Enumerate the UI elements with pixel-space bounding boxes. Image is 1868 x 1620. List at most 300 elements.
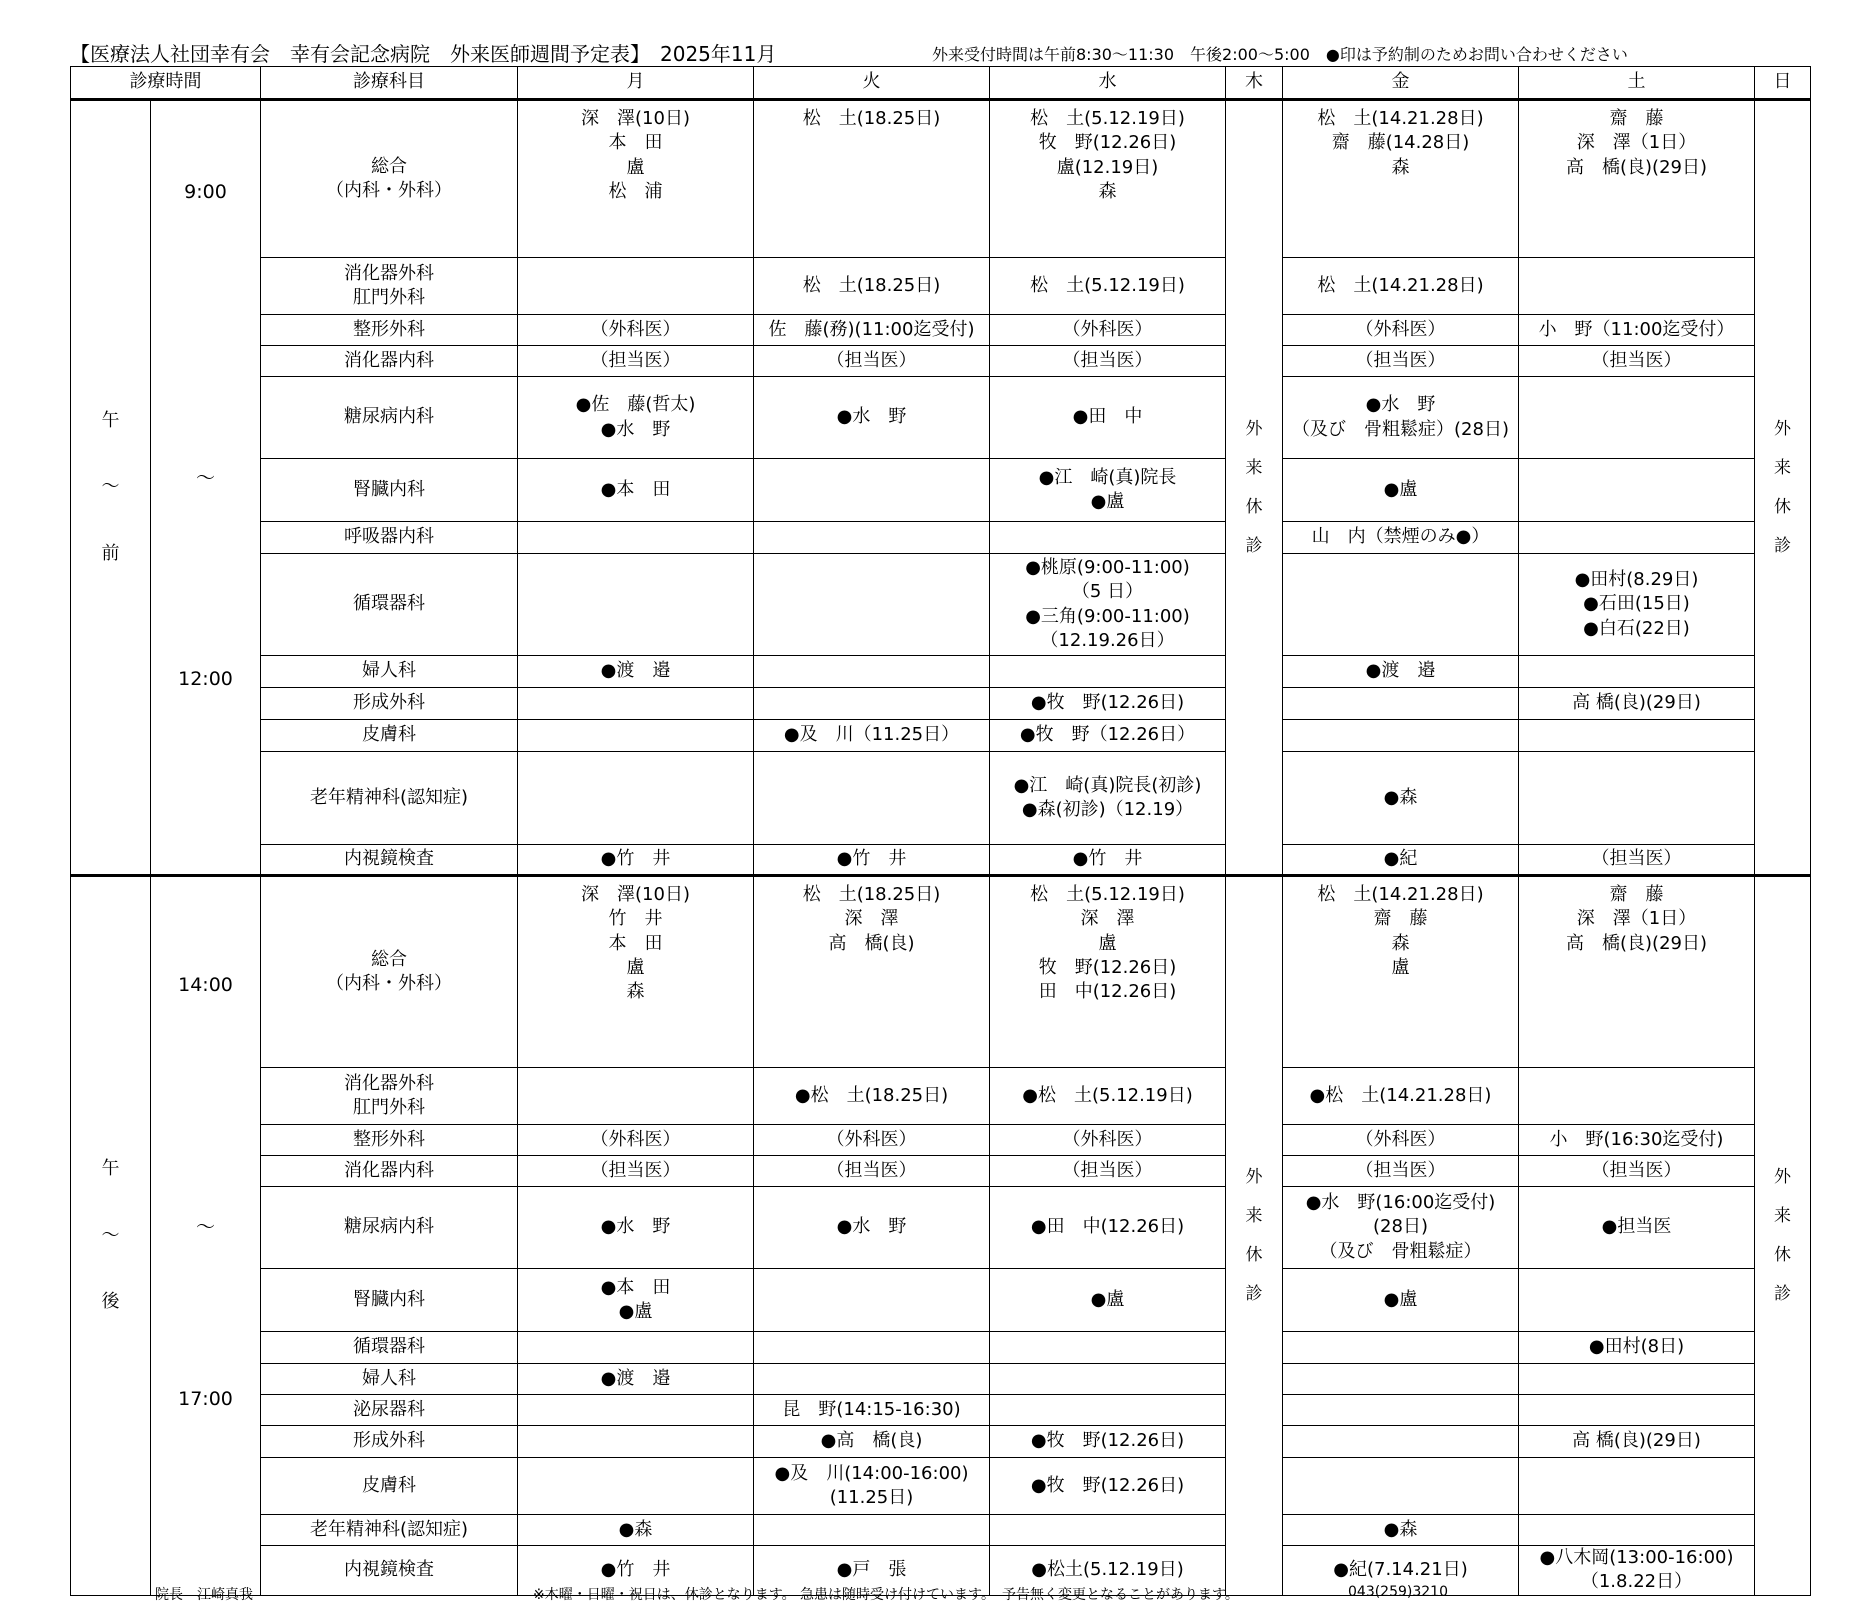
doctor-entry: ●田村(8日) — [1588, 1336, 1685, 1358]
pm-period-label — [71, 876, 151, 1596]
cell-mon — [518, 1269, 754, 1332]
cell-wed — [990, 656, 1226, 688]
schedule-row — [71, 554, 1811, 656]
header-day: 日 — [1755, 67, 1811, 100]
department-label: 腎臓内科 — [353, 1288, 425, 1310]
cell-fri — [1283, 845, 1519, 876]
doctor-entry: ●江 崎(真)院長(初診) — [1013, 774, 1202, 796]
doctor-entry: ●盧 — [1383, 478, 1418, 500]
cell-wed — [990, 688, 1226, 720]
department-label: 皮膚科 — [362, 1474, 416, 1496]
doctor-entry: 齋 藤 — [1373, 908, 1428, 930]
closed-char: 休 — [1245, 496, 1263, 517]
doctor-entry: 小 野(16:30迄受付) — [1549, 1128, 1724, 1150]
department-label: 形成外科 — [353, 1430, 425, 1452]
cell-tue — [754, 845, 990, 876]
sunday-closed — [1755, 876, 1811, 1596]
cell-mon — [518, 1395, 754, 1426]
cell-sat — [1519, 346, 1755, 377]
doctor-entry: 高 橋(良)(29日) — [1566, 156, 1707, 178]
closed-char: 休 — [1774, 496, 1791, 517]
doctor-entry: ●松 土(18.25日) — [794, 1084, 949, 1106]
doctor-entry: （外科医） — [1062, 318, 1153, 340]
cell-tue — [754, 377, 990, 459]
doctor-entry: 松 土(5.12.19日) — [1030, 884, 1185, 905]
department-label: 肛門外科 — [353, 1097, 425, 1118]
cell-sat — [1519, 459, 1755, 522]
cell-fri — [1283, 1269, 1519, 1332]
department-label: 婦人科 — [362, 660, 416, 682]
doctor-entry: 深 澤 — [844, 908, 899, 930]
cell-mon — [518, 100, 754, 258]
department-name — [261, 688, 518, 720]
doctor-entry: ●石田(15日) — [1583, 593, 1690, 615]
cell-mon — [518, 876, 754, 1068]
doctor-entry: 森 — [1098, 180, 1117, 202]
cell-fri — [1283, 315, 1519, 346]
doctor-entry: 盧 — [626, 156, 645, 178]
cell-wed — [990, 845, 1226, 876]
cell-sat — [1519, 258, 1755, 315]
cell-tue — [754, 720, 990, 752]
doctor-entry: ●及 川（11.25日） — [783, 724, 960, 746]
doctor-entry: 盧(12.19日) — [1056, 156, 1159, 178]
cell-wed — [990, 522, 1226, 554]
doctor-entry: 深 澤 — [1080, 908, 1135, 930]
doctor-entry: ●白石(22日) — [1583, 617, 1690, 639]
doctor-entry: ●田村(8.29日) — [1574, 569, 1699, 591]
doctor-entry: 松 土(5.12.19日) — [1030, 108, 1185, 129]
doctor-entry: ●竹 井 — [836, 848, 907, 870]
doctor-entry: 齋 藤(14.28日) — [1331, 132, 1470, 154]
department-name — [261, 377, 518, 459]
doctor-entry: 高 橋(良) — [828, 932, 915, 954]
cell-fri — [1283, 1515, 1519, 1546]
cell-fri — [1283, 1458, 1519, 1515]
cell-fri — [1283, 459, 1519, 522]
cell-tue — [754, 656, 990, 688]
cell-tue — [754, 459, 990, 522]
doctor-entry: 盧 — [1391, 956, 1410, 978]
cell-fri — [1283, 522, 1519, 554]
cell-sat — [1519, 688, 1755, 720]
doctor-entry: 森 — [1391, 156, 1410, 178]
period-tilde: ～ — [101, 1224, 120, 1246]
cell-tue — [754, 1426, 990, 1458]
cell-wed — [990, 554, 1226, 656]
cell-mon — [518, 1332, 754, 1364]
cell-sat — [1519, 315, 1755, 346]
doctor-entry: （1.8.22日） — [1580, 1571, 1693, 1593]
cell-mon — [518, 1187, 754, 1269]
department-label: 消化器内科 — [344, 349, 434, 371]
doctor-entry: 齋 藤 — [1609, 884, 1664, 905]
cell-mon — [518, 315, 754, 346]
schedule-row — [71, 100, 1811, 258]
closed-char: 来 — [1774, 1205, 1791, 1226]
department-label: 循環器科 — [353, 593, 425, 615]
cell-wed — [990, 459, 1226, 522]
header-hours: 診療時間 — [71, 67, 261, 100]
cell-wed — [990, 346, 1226, 377]
doctor-entry: ●渡 邉 — [600, 1367, 671, 1389]
header-department: 診療科目 — [261, 67, 518, 100]
time-start: 14:00 — [178, 974, 233, 996]
department-label: 腎臓内科 — [353, 478, 425, 500]
doctor-entry: ●盧 — [1090, 491, 1125, 512]
time-tilde: ～ — [195, 466, 215, 489]
header-day: 金 — [1283, 67, 1519, 100]
cell-wed — [990, 1332, 1226, 1364]
department-name — [261, 1269, 518, 1332]
cell-fri — [1283, 1364, 1519, 1395]
cell-tue — [754, 1156, 990, 1187]
department-name — [261, 1426, 518, 1458]
cell-mon — [518, 1125, 754, 1156]
am-period-label — [71, 100, 151, 876]
cell-mon — [518, 656, 754, 688]
cell-fri — [1283, 554, 1519, 656]
doctor-entry: 田 中(12.26日) — [1038, 981, 1177, 1003]
cell-tue — [754, 1068, 990, 1125]
doctor-entry: 本 田 — [608, 932, 663, 954]
doctor-entry: 小 野（11:00迄受付） — [1538, 318, 1735, 340]
department-label: 泌尿器科 — [353, 1398, 425, 1420]
department-label: 総合 — [371, 155, 407, 177]
doctor-entry: ●水 野 — [600, 418, 671, 440]
department-name — [261, 720, 518, 752]
cell-fri — [1283, 377, 1519, 459]
department-name — [261, 258, 518, 315]
cell-sat — [1519, 1426, 1755, 1458]
schedule-row — [71, 1395, 1811, 1426]
cell-tue — [754, 1515, 990, 1546]
cell-mon — [518, 845, 754, 876]
schedule-row — [71, 1269, 1811, 1332]
cell-fri — [1283, 1332, 1519, 1364]
cell-tue — [754, 346, 990, 377]
department-name — [261, 1156, 518, 1187]
closed-char: 診 — [1245, 1283, 1263, 1304]
doctor-entry: ●松土(5.12.19日) — [1031, 1559, 1184, 1581]
cell-fri — [1283, 752, 1519, 845]
doctor-entry: ●紀 — [1383, 848, 1418, 870]
doctor-entry: ●戸 張 — [836, 1559, 907, 1581]
doctor-entry: 本 田 — [608, 132, 663, 154]
cell-mon — [518, 554, 754, 656]
department-label: 糖尿病内科 — [344, 1216, 434, 1238]
cell-tue — [754, 1332, 990, 1364]
doctor-entry: 深 澤（1日） — [1576, 908, 1697, 930]
doctor-entry: （担当医） — [1355, 349, 1446, 371]
cell-sat — [1519, 1187, 1755, 1269]
doctor-entry: ●桃原(9:00-11:00) — [1025, 556, 1190, 578]
doctor-entry: 深 澤(10日) — [581, 108, 690, 129]
doctor-entry: ●牧 野(12.26日) — [1030, 692, 1185, 714]
cell-tue — [754, 522, 990, 554]
doctor-entry: ●田 中 — [1072, 406, 1143, 428]
closed-char: 外 — [1774, 418, 1791, 439]
department-name — [261, 1364, 518, 1395]
doctor-entry: 高 橋(良)(29日) — [1572, 692, 1701, 714]
doctor-entry: ●三角(9:00-11:00) — [1025, 605, 1190, 627]
doctor-entry: 深 澤(10日) — [581, 884, 690, 905]
closed-char: 診 — [1774, 535, 1791, 556]
period-char: 午 — [101, 1158, 120, 1180]
doctor-entry: 牧 野(12.26日) — [1038, 132, 1177, 154]
doctor-entry: ●高 橋(良) — [820, 1430, 923, 1452]
department-name — [261, 522, 518, 554]
cell-fri — [1283, 1187, 1519, 1269]
department-name — [261, 845, 518, 876]
doctor-entry: 深 澤（1日） — [1576, 132, 1697, 154]
cell-wed — [990, 1364, 1226, 1395]
doctor-entry: ●水 野 — [1365, 394, 1436, 416]
schedule-row — [71, 688, 1811, 720]
doctor-entry: ●本 田 — [600, 1276, 671, 1298]
cell-sat — [1519, 377, 1755, 459]
department-label: 形成外科 — [353, 692, 425, 714]
doctor-entry: ●盧 — [618, 1301, 653, 1322]
cell-sat — [1519, 1395, 1755, 1426]
cell-wed — [990, 876, 1226, 1068]
department-name — [261, 1332, 518, 1364]
sunday-closed — [1755, 100, 1811, 876]
department-name — [261, 1395, 518, 1426]
director-name: 院長 江崎真我 — [155, 1587, 253, 1603]
department-name — [261, 1458, 518, 1515]
schedule-row — [71, 1187, 1811, 1269]
cell-sat — [1519, 554, 1755, 656]
doctor-entry: （担当医） — [1591, 1159, 1682, 1181]
cell-wed — [990, 258, 1226, 315]
cell-sat — [1519, 100, 1755, 258]
doctor-entry: （担当医） — [826, 1159, 917, 1181]
doctor-entry: （担当医） — [1062, 349, 1153, 371]
schedule-header — [70, 38, 1810, 66]
doctor-entry: （12.19.26日） — [1040, 629, 1175, 651]
doctor-entry: ●渡 邉 — [600, 660, 671, 682]
schedule-row — [71, 1125, 1811, 1156]
cell-sat — [1519, 656, 1755, 688]
closed-char: 来 — [1245, 457, 1263, 478]
closed-char: 外 — [1774, 1166, 1791, 1187]
cell-mon — [518, 377, 754, 459]
schedule-row — [71, 346, 1811, 377]
cell-wed — [990, 377, 1226, 459]
cell-fri — [1283, 720, 1519, 752]
cell-mon — [518, 459, 754, 522]
period-tilde: ～ — [101, 476, 120, 498]
closed-char: 外 — [1245, 418, 1263, 439]
cell-fri — [1283, 876, 1519, 1068]
department-name — [261, 656, 518, 688]
doctor-entry: (11.25日) — [829, 1487, 914, 1508]
doctor-entry: ●及 川(14:00-16:00) — [774, 1462, 969, 1484]
cell-wed — [990, 1068, 1226, 1125]
doctor-entry: （担当医） — [1591, 349, 1682, 371]
department-label: 糖尿病内科 — [344, 406, 434, 428]
doctor-entry: 森 — [1391, 932, 1410, 954]
doctor-entry: （及び 骨粗鬆症）(28日) — [1292, 418, 1509, 440]
cell-sat — [1519, 1068, 1755, 1125]
cell-fri — [1283, 688, 1519, 720]
cell-sat — [1519, 845, 1755, 876]
department-label: 呼吸器内科 — [344, 526, 434, 548]
cell-tue — [754, 688, 990, 720]
header-day: 月 — [518, 67, 754, 100]
cell-wed — [990, 720, 1226, 752]
schedule-row — [71, 1458, 1811, 1515]
doctor-entry: （担当医） — [590, 349, 681, 371]
cell-sat — [1519, 752, 1755, 845]
department-name — [261, 1187, 518, 1269]
cell-fri — [1283, 1156, 1519, 1187]
cell-sat — [1519, 1332, 1755, 1364]
cell-fri — [1283, 656, 1519, 688]
doctor-entry: （外科医） — [590, 318, 681, 340]
cell-wed — [990, 1458, 1226, 1515]
cell-sat — [1519, 1156, 1755, 1187]
doctor-entry: ●森 — [618, 1518, 653, 1540]
schedule-row — [71, 845, 1811, 876]
department-label: 消化器外科 — [344, 262, 434, 284]
cell-sat — [1519, 1458, 1755, 1515]
department-name — [261, 1515, 518, 1546]
doctor-entry: ●盧 — [1090, 1288, 1125, 1310]
department-name — [261, 100, 518, 258]
schedule-row — [71, 656, 1811, 688]
cell-mon — [518, 720, 754, 752]
department-label: 消化器外科 — [344, 1072, 434, 1094]
schedule-row — [71, 315, 1811, 346]
doctor-entry: ●森 — [1383, 1518, 1418, 1540]
cell-tue — [754, 100, 990, 258]
cell-tue — [754, 258, 990, 315]
cell-tue — [754, 1269, 990, 1332]
doctor-entry: ●本 田 — [600, 478, 671, 500]
schedule-row — [71, 720, 1811, 752]
period-char: 後 — [101, 1290, 120, 1312]
doctor-entry: 山 内（禁煙のみ●） — [1311, 526, 1490, 548]
cell-sat — [1519, 876, 1755, 1068]
cell-fri — [1283, 100, 1519, 258]
doctor-entry: （外科医） — [826, 1128, 917, 1150]
doctor-entry: 昆 野(14:15-16:30) — [782, 1398, 961, 1420]
doctor-entry: 齋 藤 — [1609, 108, 1664, 129]
cell-tue — [754, 1187, 990, 1269]
closed-char: 休 — [1245, 1244, 1263, 1265]
doctor-entry: ●水 野 — [836, 1216, 907, 1238]
doctor-entry: ●牧 野（12.26日） — [1019, 724, 1196, 746]
cell-mon — [518, 1068, 754, 1125]
closed-char: 外 — [1245, 1166, 1263, 1187]
time-tilde: ～ — [195, 1215, 215, 1238]
doctor-entry: 松 土(18.25日) — [802, 274, 941, 296]
time-start: 9:00 — [184, 181, 227, 203]
doctor-entry: 盧 — [626, 956, 645, 978]
doctor-entry: （外科医） — [1355, 1128, 1446, 1150]
cell-tue — [754, 315, 990, 346]
department-name — [261, 346, 518, 377]
department-label: 婦人科 — [362, 1367, 416, 1389]
cell-fri — [1283, 258, 1519, 315]
doctor-entry: ●森 — [1383, 786, 1418, 808]
doctor-entry: ●牧 野(12.26日) — [1030, 1430, 1185, 1452]
doctor-entry: ●森(初診)（12.19） — [1021, 799, 1194, 820]
cell-sat — [1519, 1125, 1755, 1156]
department-label: 肛門外科 — [353, 287, 425, 308]
cell-tue — [754, 876, 990, 1068]
doctor-entry: ●水 野 — [600, 1216, 671, 1238]
cell-wed — [990, 315, 1226, 346]
cell-wed — [990, 1269, 1226, 1332]
schedule-row — [71, 1332, 1811, 1364]
cell-tue — [754, 1458, 990, 1515]
cell-wed — [990, 752, 1226, 845]
page-footer — [70, 1580, 1810, 1602]
header-day: 火 — [754, 67, 990, 100]
doctor-entry: 松 土(14.21.28日) — [1317, 884, 1484, 905]
schedule-row — [71, 1364, 1811, 1395]
doctor-entry: ●担当医 — [1601, 1216, 1672, 1238]
thursday-closed — [1226, 876, 1283, 1596]
doctor-entry: ●水 野 — [836, 406, 907, 428]
doctor-entry: 高 橋(良)(29日) — [1566, 932, 1707, 954]
cell-mon — [518, 258, 754, 315]
doctor-entry: ●水 野(16:00迄受付) — [1305, 1192, 1496, 1214]
doctor-entry: ●松 土(14.21.28日) — [1309, 1084, 1492, 1106]
cell-wed — [990, 1395, 1226, 1426]
schedule-row — [71, 876, 1811, 1068]
doctor-entry: ●紀(7.14.21日) — [1333, 1559, 1468, 1581]
cell-sat — [1519, 522, 1755, 554]
department-label: 皮膚科 — [362, 724, 416, 746]
cell-fri — [1283, 346, 1519, 377]
cell-wed — [990, 1125, 1226, 1156]
cell-wed — [990, 1515, 1226, 1546]
doctor-entry: 松 土(18.25日) — [802, 108, 941, 129]
doctor-entry: （担当医） — [1355, 1159, 1446, 1181]
cell-mon — [518, 1364, 754, 1395]
cell-fri — [1283, 1068, 1519, 1125]
time-end: 17:00 — [178, 1388, 233, 1411]
schedule-row — [71, 1515, 1811, 1546]
time-end: 12:00 — [178, 668, 233, 691]
doctor-entry: （外科医） — [1355, 318, 1446, 340]
pm-time-range — [151, 876, 261, 1596]
department-label: 老年精神科(認知症) — [309, 1518, 469, 1540]
cell-sat — [1519, 720, 1755, 752]
department-label: 老年精神科(認知症) — [309, 786, 469, 808]
doctor-entry: 竹 井 — [608, 908, 663, 930]
schedule-row — [71, 258, 1811, 315]
closed-char: 来 — [1245, 1205, 1263, 1226]
cell-mon — [518, 346, 754, 377]
header-day: 木 — [1226, 67, 1283, 100]
doctor-entry: ●八木岡(13:00-16:00) — [1539, 1547, 1734, 1568]
header-day: 土 — [1519, 67, 1755, 100]
department-name — [261, 1068, 518, 1125]
department-name — [261, 459, 518, 522]
doctor-entry: ●松 土(5.12.19日) — [1022, 1084, 1193, 1106]
doctor-entry: （外科医） — [1062, 1128, 1153, 1150]
weekly-schedule-table — [70, 66, 1811, 1596]
cell-sat — [1519, 1364, 1755, 1395]
cell-mon — [518, 1515, 754, 1546]
doctor-entry: 松 土(14.21.28日) — [1317, 108, 1484, 129]
doctor-entry: （外科医） — [590, 1128, 681, 1150]
